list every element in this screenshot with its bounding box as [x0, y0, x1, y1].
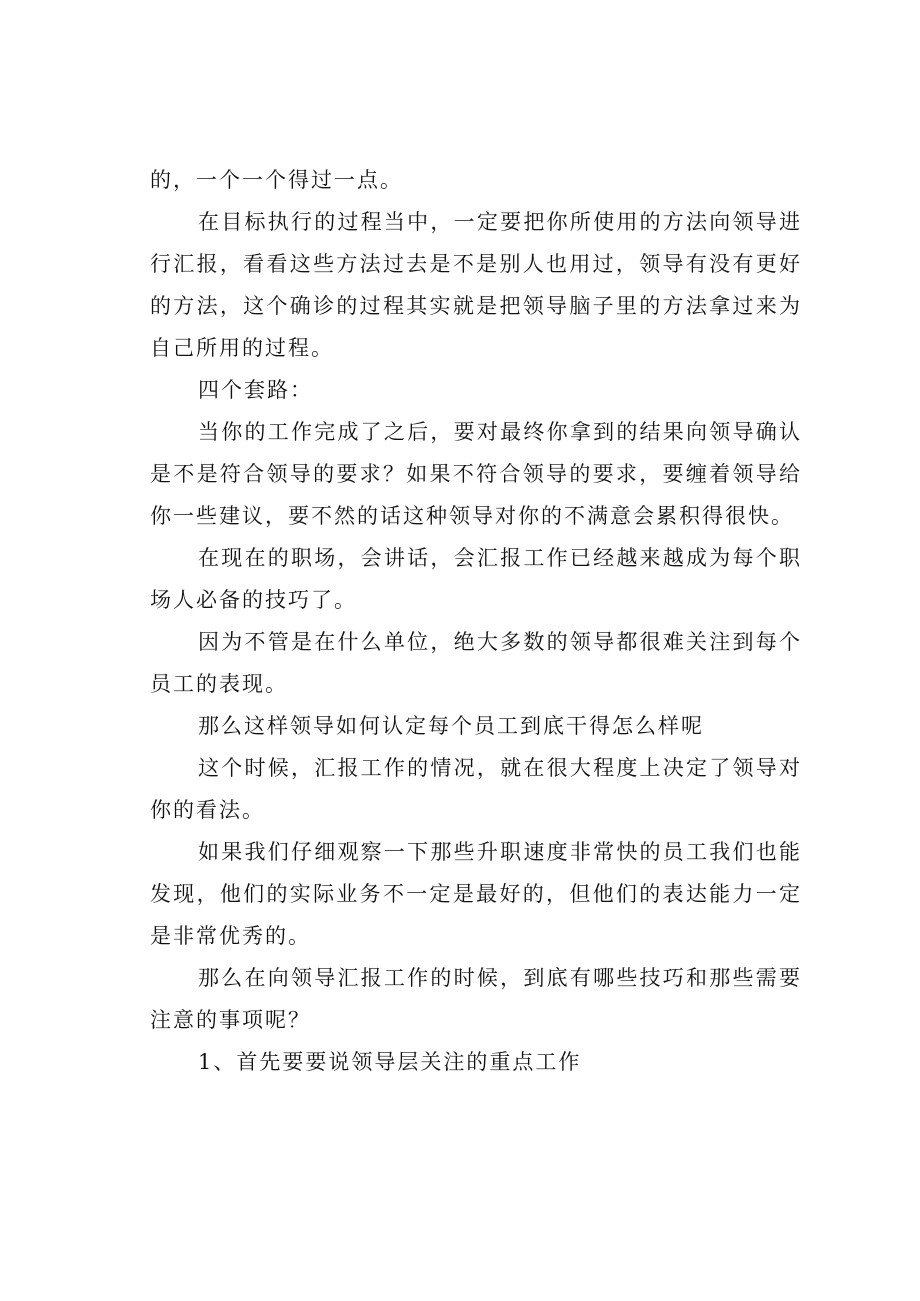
paragraph: 当你的工作完成了之后，要对最终你拿到的结果向领导确认是不是符合领导的要求？如果不符合领导的要求，要缠着领导给你一些建议，要不然的话这种领导对你的不满意会累积得很快。 — [150, 420, 802, 528]
paragraph-heading: 四个套路： — [198, 378, 313, 402]
paragraph: 在目标执行的过程当中，一定要把你所使用的方法向领导进行汇报，看看这些方法过去是不是别人也用过，领导有没有更好的方法，这个确诊的过程其实就是把领导脑子里的方法拿过来为自己所用的过程。 — [150, 210, 802, 360]
paragraph: 这个时候，汇报工作的情况，就在很大程度上决定了领导对你的看法。 — [150, 756, 802, 822]
paragraph: 因为不管是在什么单位，绝大多数的领导都很难关注到每个员工的表现。 — [150, 630, 802, 696]
paragraph: 那么这样领导如何认定每个员工到底干得怎么样呢 — [198, 714, 704, 738]
paragraph: 如果我们仔细观察一下那些升职速度非常快的员工我们也能发现，他们的实际业务不一定是最好的，但他们的表达能力一定是非常优秀的。 — [150, 840, 802, 948]
paragraph: 在现在的职场，会讲话，会汇报工作已经越来越成为每个职场人必备的技巧了。 — [150, 546, 802, 612]
paragraph: 那么在向领导汇报工作的时候，到底有哪些技巧和那些需要注意的事项呢？ — [150, 966, 802, 1032]
list-item-heading: 1、首先要要说领导层关注的重点工作 — [198, 1050, 582, 1074]
document-body — [150, 159, 802, 1083]
paragraph-continuation: 的，一个一个得过一点。 — [150, 168, 403, 192]
